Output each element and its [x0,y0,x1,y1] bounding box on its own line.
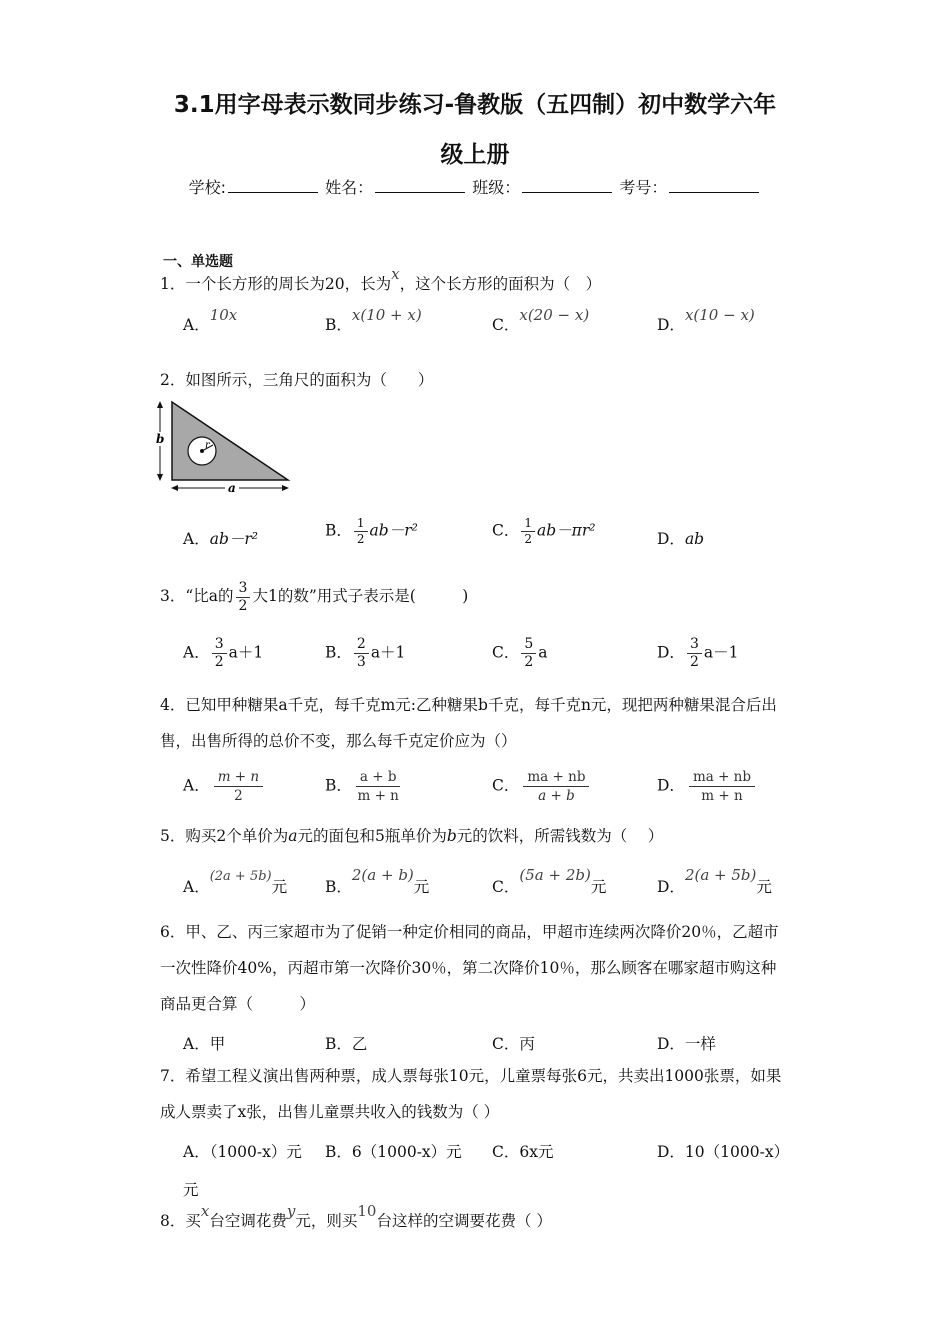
q6-option-c[interactable]: C．丙 [492,1035,535,1053]
option-label: B． [325,521,352,540]
question-7-stem: 7．希望工程义演出售两种票，成人票每张10元，儿童票每张6元，共卖出1000张票，如果成人票卖了x张，出售儿童票共收入的钱数为（ ） [160,1067,782,1121]
frac-num: 5 [521,636,536,654]
frac-num: ma + nb [523,768,589,787]
number-blank[interactable] [669,178,759,193]
question-1-stem [160,266,601,302]
question-5-stem [160,818,663,854]
q2-option-d-expr: ab [684,530,705,548]
arrow-up [157,401,163,408]
q5-option-a-expr: (2a + 5b) [209,869,272,884]
q7-option-c[interactable]: C．6x元 [492,1143,554,1161]
section-heading: 一、单选题 [163,254,233,270]
question-3-stem [160,578,468,615]
fraction [212,636,227,671]
option-label: C． [492,776,520,795]
q7-option-b[interactable]: B．6（1000-x）元 [325,1143,462,1161]
q1-option-d[interactable] [657,306,755,335]
question-4-stem: 4．已知甲种糖果a千克，每千克m元:乙种糖果b千克，每千克n元，现把两种糖果混合后出售，出售所得的总价不变，那么每千克定价应为（） [160,696,777,750]
q1-option-c-expr: x(20 − x) [519,306,590,324]
fraction [356,768,401,805]
frac-den: 2 [234,788,243,804]
frac-num: ma + nb [689,768,755,787]
frac-num: 1 [521,516,535,532]
q7-option-d-wrap: 元 [183,1181,199,1199]
school-blank[interactable] [228,178,318,193]
unit: 元 [413,878,430,896]
arrow-right [282,485,289,491]
fraction [214,768,263,805]
option-label: A． [183,316,210,334]
question-2-stem: 2．如图所示，三角尺的面积为（ ） [160,371,434,389]
frac-den: 2 [524,654,534,670]
name-blank[interactable] [375,178,465,193]
question-8-stem [160,1203,552,1239]
option-label: C． [492,643,520,662]
q8-var-y: y [286,1202,296,1220]
school-label: 学校: [188,178,227,197]
q5-option-a[interactable] [183,869,288,897]
q4-option-d[interactable] [657,768,759,805]
q3-option-b[interactable] [325,636,405,671]
q5-option-c-expr: (5a + 2b) [519,866,591,884]
option-label: D． [657,316,685,334]
q1-var: x [391,265,400,283]
q6-option-d[interactable]: D．一样 [657,1035,716,1053]
option-label: D． [657,530,685,548]
q5-option-c[interactable] [492,866,607,897]
option-label: D． [657,643,685,662]
option-label: B． [325,878,352,896]
q5-text-a: 5．购买2个单价为 [160,827,289,845]
option-label: B． [325,643,352,662]
frac-num: 3 [236,580,251,598]
q2-option-a[interactable] [183,527,258,549]
frac-num: m + n [214,768,263,787]
q3-option-d[interactable] [657,636,738,671]
q8-text-b: 台空调花费 [209,1212,287,1230]
class-blank[interactable] [522,178,612,193]
q1-text-a: 1．一个长方形的周长为20，长为 [160,275,392,293]
q3-option-a-tail: a＋1 [228,643,264,662]
option-label: C． [492,316,520,334]
q7-option-a[interactable]: A．（1000-x）元 [183,1143,302,1161]
option-label: D． [657,776,685,795]
q3-option-a[interactable] [183,636,263,671]
page-title-line2: 级上册 [440,142,510,168]
q4-option-a[interactable] [183,768,267,805]
q1-option-a[interactable] [183,306,238,335]
q1-option-a-expr: 10x [209,306,238,324]
question-6-stem: 6．甲、乙、丙三家超市为了促销一种定价相同的商品，甲超市连续两次降价20％，乙超市一次性降价40%，丙超市第一次降价30％，第二次降价10％，那么顾客在哪家超市购这种商品更合算（ ） [160,923,779,1013]
unit: 元 [271,878,288,896]
radius-label: r [205,440,210,451]
q1-option-b-expr: x(10 + x) [351,306,422,324]
frac-den: 2 [524,532,533,546]
frac-den: 2 [356,532,365,546]
unit: 元 [756,878,772,896]
class-label: 班级： [472,178,521,197]
fraction [354,636,369,671]
q4-option-b[interactable] [325,768,404,805]
q6-option-a[interactable]: A．甲 [183,1035,226,1053]
q2-option-b-expr: ab－r² [369,521,418,540]
arrow-left [171,485,178,491]
unit: 元 [590,878,607,896]
frac-den: 2 [214,654,224,670]
arrow-down [157,474,163,481]
q8-text-c: 元，则买 [295,1212,358,1230]
q1-text-b: ，这个长方形的面积为（ ） [399,275,602,293]
q2-option-d[interactable] [657,527,704,549]
option-label: A． [183,643,210,662]
q5-option-d[interactable] [657,866,772,897]
frac-den: 2 [238,597,248,614]
frac-den: m + n [357,788,399,804]
q3-option-b-tail: a＋1 [370,643,406,662]
option-label: A． [183,530,210,548]
option-label: C． [492,521,520,540]
q5-option-d-expr: 2(a + 5b) [684,866,757,884]
frac-num: 3 [212,636,227,654]
name-label: 姓名： [325,178,374,197]
q8-text-d: 台这样的空调要花费（ ） [376,1212,552,1230]
frac-num: a + b [356,768,401,787]
q3-option-d-tail: a－1 [703,643,739,662]
q5-option-b-expr: 2(a + b) [351,866,414,884]
number-label: 考号： [619,178,668,197]
q5-text-c: 元的饮料，所需钱数为（ ） [456,827,664,845]
q5-var-a: a [288,827,298,845]
q5-var-b: b [446,827,457,845]
triangle-shape [172,402,288,480]
option-label: A． [183,878,210,896]
q1-option-d-expr: x(10 − x) [684,306,755,324]
q1-option-c[interactable] [492,306,590,335]
q7-option-d[interactable]: D．10（1000-x） [657,1143,790,1161]
frac-num: 3 [687,636,702,654]
frac-den: a + b [538,788,575,804]
q2-option-c-expr: ab－πr² [537,521,596,540]
q2-option-b[interactable] [325,516,418,547]
q8-var-x: x [200,1202,210,1220]
frac-den: 2 [689,654,699,670]
option-label: C． [492,878,520,896]
student-info-line [0,175,950,198]
q3-option-c-tail: a [538,643,548,662]
half-fraction [521,516,535,547]
b-label: b [156,432,165,446]
frac-den: m + n [701,788,743,804]
a-label: a [228,481,236,495]
q5-option-b[interactable] [325,866,430,897]
fraction [523,768,589,805]
q5-text-b: 元的面包和5瓶单价为 [297,827,447,845]
option-label: B． [325,316,352,334]
q8-text-a: 8．买 [160,1212,201,1230]
option-label: D． [657,878,685,896]
option-label: B． [325,776,352,795]
q6-option-b[interactable]: B．乙 [325,1035,368,1053]
q3-option-c[interactable] [492,636,548,671]
q3-text-b: 大1的数”用式子表示是( ) [252,587,469,605]
fraction [687,636,702,671]
frac-num: 2 [354,636,369,654]
page-title: 3.1用字母表示数同步练习-鲁教版（五四制）初中数学六年 [173,92,777,118]
q3-text-a: 3．“比a的 [160,587,234,605]
q2-option-c[interactable] [492,516,596,547]
frac-num: 1 [354,516,368,532]
q1-option-b[interactable] [325,306,422,335]
fraction [689,768,755,805]
frac-den: 3 [356,654,366,670]
q4-option-c[interactable] [492,768,593,805]
option-label: A． [183,776,210,795]
q2-option-a-expr: ab－r² [209,530,258,548]
q8-num: 10 [357,1202,377,1220]
q3-stem-fraction [236,580,251,615]
half-fraction [354,516,368,547]
fraction [521,636,536,671]
triangle-ruler-figure [150,396,295,496]
